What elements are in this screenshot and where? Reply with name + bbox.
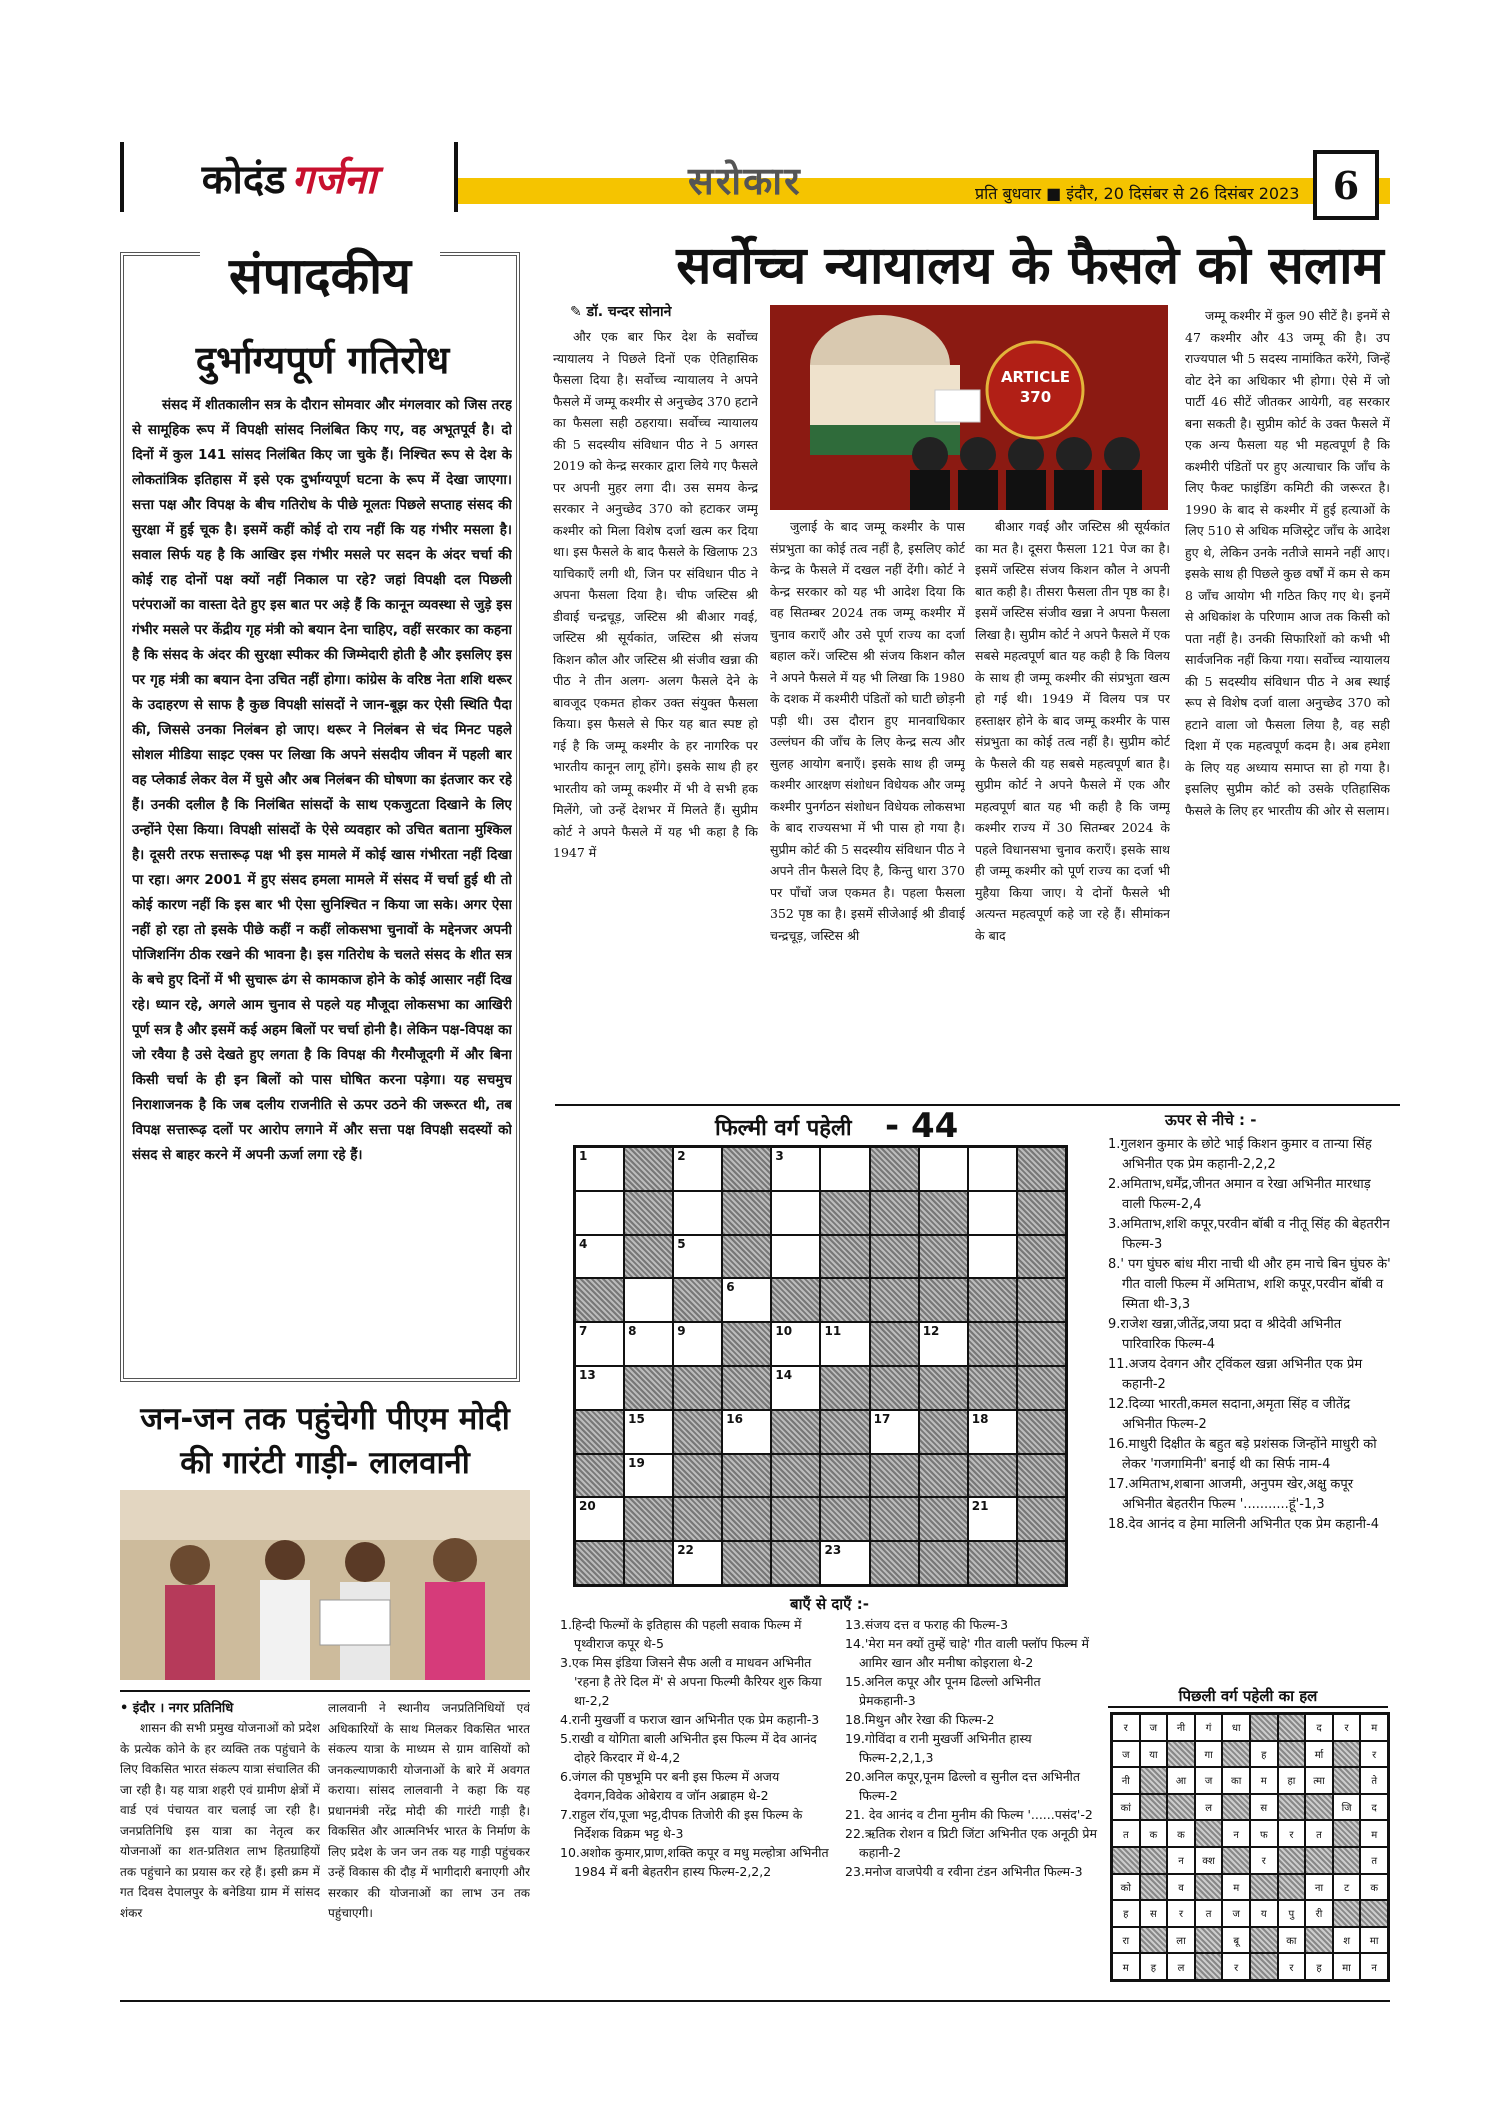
crossword-block (968, 1322, 1017, 1366)
crossword-block (1017, 1235, 1066, 1279)
crossword-cell[interactable] (575, 1322, 624, 1366)
bottom-rule (120, 2000, 1390, 2002)
crossword-block (722, 1322, 771, 1366)
clue-number: 20 (579, 1499, 596, 1514)
solution-cell (1167, 1741, 1195, 1768)
crossword-block (1017, 1147, 1066, 1191)
clue-number: 7 (579, 1324, 588, 1339)
solution-cell: पु (1278, 1900, 1306, 1927)
solution-cell (1140, 1874, 1168, 1901)
crossword-cell[interactable] (673, 1235, 722, 1279)
solution-cell: न (1222, 1820, 1250, 1847)
solution-cell: ज (1195, 1767, 1223, 1794)
event-photo (120, 1490, 530, 1680)
crossword-block (673, 1366, 722, 1410)
clue-number: 13 (579, 1367, 596, 1382)
crossword-block (624, 1147, 673, 1191)
dateline: प्रति बुधवार ■ इंदौर, 20 दिसंबर से 26 दिसंबर 2023 (975, 184, 1300, 203)
solution-cell: गा (1195, 1741, 1223, 1768)
solution-cell (1278, 1741, 1306, 1768)
crossword-cell[interactable] (771, 1322, 820, 1366)
solution-cell: ल (1195, 1794, 1223, 1821)
side-column-1 (120, 1718, 320, 1998)
solution-cell: र (1333, 1714, 1361, 1741)
logo-text-part2: गर्जना (291, 155, 377, 203)
crossword-cell[interactable] (771, 1147, 820, 1191)
clue: 10.अशोक कुमार,प्राण,शक्ति कपूर व मधु मल्होत्रा अभिनीत 1984 में बनी बेहतरीन हास्य फिल्म-2,2,2 (560, 1845, 829, 1879)
crossword-block (722, 1147, 771, 1191)
main-headline: सर्वोच्च न्यायालय के फैसले को सलाम (676, 236, 1384, 296)
editorial-paragraph: संसद में शीतकालीन सत्र के दौरान सोमवार और मंगलवार को जिस तरह से सामूहिक रूप में विपक्षी सांसद निलंबित किए गए, वह अभूतपूर्व है। दो दिनों में कुल 141 सांसद निलंबित किए जा चुके हैं। निश्चित रूप से देश के लोकतांत्रिक इतिहास में इसे एक दुर्भाग्यपूर्ण घटना के रूप में देखा जाएगा। सत्ता पक्ष और विपक्ष के बीच गतिरोध के पीछे मूलतः पिछले सप्ताह संसद की सुरक्षा में हुई चूक है। इसमें कहीं कोई दो राय नहीं कि यह गंभीर मसला है। सवाल सिर्फ यह है कि आखिर इस गंभीर मसले पर सदन के अंदर चर्चा की कोई राह दोनों पक्ष क्यों नहीं निकाल पा रहे? जहां विपक्षी दल पिछली परंपराओं का वास्ता देते हुए इस बात पर अड़े हैं कि कानून व्यवस्था से जुड़े इस गंभीर मसले पर केंद्रीय गृह मंत्री को बयान देना चाहिए, वहीं सरकार का कहना है कि संसद के अंदर की सुरक्षा स्पीकर की जिम्मेदारी होती है और इसलिए इस पर गृह मंत्री का बयान देना उचित नहीं होगा। कांग्रेस के वरिष्ठ नेता शशि थरूर के उदाहरण से साफ है कुछ विपक्षी सांसदों ने जान-बूझ कर ऐसी स्थिति पैदा की, जिससे उनका निलंबन हो जाए। थरूर ने निलंबन से चंद मिनट पहले सोशल मीडिया साइट एक्स पर लिखा कि अपने संसदीय जीवन में पहली बार वह प्लेकार्ड लेकर वेल में घुसे और अब निलंबन की घोषणा का इंतजार कर रहे हैं। उनकी दलील है कि निलंबित सांसदों के साथ एकजुटता दिखाने के लिए उन्होंने ऐसा किया। विपक्षी सांसदों के ऐसे व्यवहार को उचित बताना मुश्किल है। दूसरी तरफ सत्तारूढ़ पक्ष भी इस मामले में कोई खास गंभीरता नहीं दिखा पा रहा। अगर 2001 में हुए संसद हमला मामले में संसद में चर्चा हुई थी तो कोई कारण नहीं कि इस बार भी ऐसा सुनिश्चित न किया जा सके। अगर ऐसा नहीं हो रहा तो इसके पीछे कहीं न कहीं लोकसभा चुनावों के मद्देनजर अपनी पोजिशनिंग ठीक रखने की भावना है। इस गतिरोध के चलते संसद के शीत सत्र के बचे हुए दिनों में भी सुचारू ढंग से कामकाज होने के कोई आसार नहीं दिख रहे। ध्यान रहे, अगले आम चुनाव से पहले यह मौजूदा लोकसभा का आखिरी पूर्ण सत्र है और इसमें कई अहम बिलों पर चर्चा होनी है। लेकिन पक्ष-विपक्ष का जो रवैया है उसे देखते हुए लगता है कि विपक्ष की गैरमौजूदगी में और बिना किसी चर्चा के ही इन बिलों को पास घोषित करना पड़ेगा। यह सचमुच निराशाजनक है कि जब दलीय राजनीति से ऊपर उठने की जरूरत थी, तब विपक्ष सत्तारूढ़ दलों पर आरोप लगाने में और सत्ता पक्ष विपक्षी सदस्यों को संसद से बाहर करने में अपनी ऊर्जा लगा रहे हैं। (132, 397, 512, 1163)
crossword-cell[interactable] (624, 1410, 673, 1454)
crossword-block (870, 1366, 919, 1410)
crossword-block (919, 1366, 968, 1410)
crossword-cell[interactable] (968, 1410, 1017, 1454)
solution-cell (1333, 1767, 1361, 1794)
solution-cell: स (1140, 1900, 1168, 1927)
crossword-block (820, 1410, 869, 1454)
clue: 11.अजय देवगन और ट्विंकल खन्ना अभिनीत एक प्रेम कहानी-2 (1108, 1357, 1363, 1392)
solution-cell (1333, 1900, 1361, 1927)
clue-number: 12 (922, 1324, 940, 1339)
down-clues (1108, 1135, 1393, 1675)
across-clues-col2 (845, 1615, 1100, 2000)
side-headline: जन-जन तक पहुंचेगी पीएम मोदी की गारंटी गाड़ी- लालवानी (140, 1401, 510, 1481)
solution-cell: श (1333, 1927, 1361, 1954)
solution-cell: मा (1333, 1953, 1361, 1980)
clue-number: 22 (677, 1543, 694, 1558)
clue-number: 11 (824, 1324, 842, 1339)
crossword-block (722, 1454, 771, 1498)
clue-number: 14 (775, 1367, 793, 1382)
crossword-block (968, 1541, 1017, 1585)
solution-cell: का (1278, 1927, 1306, 1954)
solution-cell: बू (1222, 1927, 1250, 1954)
clue: 3.एक मिस इंडिया जिसने सैफ अली व माधवन अभिनीत 'रहना है तेरे दिल में' से अपना फिल्मी कैरियर शुरु किया था-2,2 (560, 1655, 822, 1708)
clue: 19.गोविंदा व रानी मुखर्जी अभिनीत हास्य फिल्म-2,2,1,3 (845, 1731, 1032, 1765)
crossword-cell[interactable] (968, 1497, 1017, 1541)
clue: 17.अमिताभ,शबाना आजमी, अनुपम खेर,अक्षु कपूर अभिनीत बेहतरीन फिल्म '...........हूं'-1,3 (1108, 1477, 1354, 1512)
clue: 20.अनिल कपूर,पूनम ढिल्लो व सुनील दत्त अभिनीत फिल्म-2 (845, 1769, 1081, 1803)
crossword-block (624, 1541, 673, 1585)
article-text: बीआर गवई और जस्टिस श्री सूर्यकांत का मत है। दूसरा फैसला 121 पेज का है। इसमें जस्टिस संजय किशन कौल ने अपनी बात कही है। तीसरा फैसला तीन पृष्ठ का है। इसमें जस्टिस संजीव खन्ना ने अपना फैसला लिखा है। सुप्रीम कोर्ट ने अपने फैसले में एक सबसे महत्वपूर्ण बात यह कही है कि विलय के साथ ही जम्मू कश्मीर की संप्रभुता खत्म हो गई थी। 1949 में विलय पत्र पर हस्ताक्षर होने के बाद जम्मू कश्मीर के पास संप्रभुता का कोई तत्व नहीं है। सुप्रीम कोर्ट के फैसले की यह सबसे महत्वपूर्ण बात है। सुप्रीम कोर्ट ने अपने फैसले में एक और महत्वपूर्ण बात यह भी कही है कि जम्मू कश्मीर राज्य में 30 सितम्बर 2024 के पहले विधानसभा चुनाव कराएँ। इसके साथ ही जम्मू कश्मीर को पूर्ण राज्य का दर्जा भी मुहैया किया जाए। ये दोनों फैसले भी अत्यन्त महत्वपूर्ण कहे जा रहे हैं। सीमांकन के बाद (975, 519, 1170, 943)
solution-cell (1140, 1847, 1168, 1874)
crossword-block (820, 1235, 869, 1279)
solution-cell: र (1222, 1953, 1250, 1980)
crossword-block (870, 1191, 919, 1235)
article-column-1 (553, 326, 758, 1096)
crossword-block (820, 1278, 869, 1322)
crossword-block (722, 1497, 771, 1541)
solution-cell (1305, 1794, 1333, 1821)
solution-cell: त (1360, 1847, 1388, 1874)
clue-number: 16 (726, 1411, 743, 1426)
solution-cell: त (1305, 1820, 1333, 1847)
clue-number: 9 (677, 1324, 686, 1339)
clue: 21. देव आनंद व टीना मुनीम की फिल्म '......पसंद'-2 (845, 1807, 1093, 1822)
crossword-cell[interactable] (722, 1278, 771, 1322)
editorial-label: संपादकीय (200, 240, 440, 308)
crossword-block (820, 1191, 869, 1235)
solution-cell: न (1360, 1953, 1388, 1980)
clue-number: 19 (628, 1455, 645, 1470)
solution-cell: को (1112, 1874, 1140, 1901)
solution-cell (1250, 1953, 1278, 1980)
solution-cell: र (1112, 1714, 1140, 1741)
solution-cell: र (1278, 1820, 1306, 1847)
crossword-cell[interactable] (968, 1147, 1017, 1191)
clue: 14.'मेरा मन क्यों तुम्हें चाहे' गीत वाली फ्लॉप फिल्म में आमिर खान और मनीषा कोइराला थे-2 (845, 1636, 1089, 1670)
solution-cell: ज (1140, 1714, 1168, 1741)
solution-cell (1278, 1794, 1306, 1821)
crossword-title: फिल्मी वर्ग पहेली (715, 1116, 852, 1141)
crossword-cell[interactable] (624, 1278, 673, 1322)
clue: 3.अमिताभ,शशि कपूर,परवीन बॉबी व नीतू सिंह की बेहतरीन फिल्म-3 (1108, 1217, 1390, 1252)
crossword-block (919, 1278, 968, 1322)
crossword-grid[interactable] (573, 1145, 1068, 1587)
solution-cell (1112, 1847, 1140, 1874)
clue: 1.गुलशन कुमार के छोटे भाई किशन कुमार व तान्या सिंह अभिनीत एक प्रेम कहानी-2,2,2 (1108, 1137, 1372, 1172)
divider (120, 1690, 530, 1692)
solution-cell (1222, 1741, 1250, 1768)
article-column-4 (1185, 305, 1390, 1096)
crossword-cell[interactable] (673, 1322, 722, 1366)
crossword-block (919, 1497, 968, 1541)
solution-cell (1278, 1874, 1306, 1901)
previous-solution-title: पिछली वर्ग पहेली का हल (1108, 1686, 1388, 1708)
clue: 2.अमिताभ,धर्मेंद्र,जीनत अमान व रेखा अभिनीत मारधाड़ वाली फिल्म-2,4 (1108, 1177, 1371, 1212)
clue: 16.माधुरी दिक्षीत के बहुत बड़े प्रशंसक जिन्होंने माधुरी को लेकर 'गजगामिनी' बनाई थी का सिर्फ नाम-4 (1108, 1437, 1377, 1472)
solution-cell (1278, 1847, 1306, 1874)
crossword-cell[interactable] (624, 1322, 673, 1366)
solution-cell (1278, 1714, 1306, 1741)
clue-number: 17 (873, 1411, 891, 1426)
crossword-block (575, 1410, 624, 1454)
solution-cell (1250, 1714, 1278, 1741)
solution-cell: ज (1112, 1741, 1140, 1768)
solution-cell (1250, 1927, 1278, 1954)
crossword-block (870, 1322, 919, 1366)
crossword-block (624, 1191, 673, 1235)
crossword-block (1017, 1541, 1066, 1585)
article-text: जम्मू कश्मीर में कुल 90 सीटें है। इनमें से 47 कश्मीर और 43 जम्मू की है। उप राज्यपाल भी 5 सदस्य नामांकित करेंगे, जिन्हें वोट देने का अधिकार भी होगा। ऐसे में जो पार्टी 46 सीटें जीतकर आयेगी, वह सरकार बना सकती है। सुप्रीम कोर्ट के उक्त फैसले में एक अन्य फैसला यह भी महत्वपूर्ण है कि कश्मीरी पंडितों पर हुए अत्याचार कि जाँच के लिए फैक्ट फाइंडिंग कमिटी की जरूरत है। 1990 के बाद से कश्मीर में हुई हत्याओं के लिए 510 से अधिक मजिस्ट्रेट जाँच के आदेश हुए थे, लेकिन उनके नतीजे सामने नहीं आए। इसके साथ ही पिछले कुछ वर्षों में कम से कम 8 जाँच आयोग भी गठित किए गए थे। इनमें से अधिकांश के परिणाम आज तक किसी को पता नहीं है। उनकी सिफारिशों को कभी भी सार्वजनिक नहीं किया गया। सर्वोच्च न्यायालय की 5 सदस्यीय संविधान पीठ ने अब स्थाई रूप से विशेष दर्जा वाला अनुच्छेद 370 को हटाने वाला जो फैसला लिया है, वह सही दिशा में एक महत्वपूर्ण कदम है। अब हमेशा के लिए यह अध्याय समाप्त सा हो गया है। इसलिए सुप्रीम कोर्ट को उसके एतिहासिक फैसले के लिए हर भारतीय की ओर से सलाम। (1185, 308, 1390, 818)
crossword-block (820, 1497, 869, 1541)
crossword-block (968, 1454, 1017, 1498)
crossword-block (968, 1366, 1017, 1410)
clue-number: 18 (971, 1411, 989, 1426)
crossword-block (870, 1541, 919, 1585)
crossword-block (673, 1454, 722, 1498)
solution-cell: ट (1333, 1874, 1361, 1901)
solution-cell: स (1250, 1794, 1278, 1821)
crossword-cell[interactable] (919, 1322, 968, 1366)
solution-cell: गं (1195, 1714, 1223, 1741)
clue-number: 23 (824, 1543, 842, 1558)
solution-cell: द (1360, 1794, 1388, 1821)
clue: 8.' पग घुंघरु बांध मीरा नाची थी और हम नाचे बिन घुंघरु के' गीत वाली फिल्म में अमिताभ, शशि कपूर,परवीन बॉबी व स्मिता थी-3,3 (1108, 1257, 1391, 1312)
crossword-block (870, 1497, 919, 1541)
crossword-block (919, 1454, 968, 1498)
solution-cell: ला (1167, 1927, 1195, 1954)
crossword-block (1017, 1191, 1066, 1235)
clue-number: 5 (677, 1236, 686, 1251)
crossword-block (722, 1191, 771, 1235)
crossword-block (575, 1541, 624, 1585)
clue-number: 21 (971, 1499, 989, 1514)
solution-cell (1222, 1794, 1250, 1821)
crossword-cell[interactable] (771, 1366, 820, 1410)
clue: 18.मिथुन और रेखा की फिल्म-2 (845, 1712, 995, 1727)
clue-number: 3 (775, 1149, 784, 1163)
clue: 6.जंगल की पृष्ठभूमि पर बनी इस फिल्म में अजय देवगन,विवेक ओबेराय व जॉन अब्राहम थे-2 (560, 1769, 780, 1803)
clue: 18.देव आनंद व हेमा मालिनी अभिनीत एक प्रेम कहानी-4 (1108, 1517, 1380, 1532)
crossword-cell[interactable] (968, 1235, 1017, 1279)
article-text: और एक बार फिर देश के सर्वोच्च न्यायालय ने पिछले दिनों एक ऐतिहासिक फैसला दिया है। सर्वोच्च न्यायालय ने अपने फैसले में जम्मू कश्मीर से अनुच्छेद 370 हटाने का फैसला सही ठहराया। सर्वोच्च न्यायालय की 5 सदस्यीय संविधान पीठ ने 5 अगस्त 2019 को केन्द्र सरकार द्वारा लिये गए फैसले पर अपनी मुहर लगा दी। उस समय केन्द्र सरकार ने अनुच्छेद 370 को हटाकर जम्मू कश्मीर को मिला विशेष दर्जा खत्म कर दिया था। इस फैसले के बाद फैसले के खिलाफ 23 याचिकाएँ लगी थी, जिन पर संविधान पीठ ने अपना फैसला दिया है। चीफ जस्टिस श्री डीवाई चन्द्रचूड़, जस्टिस श्री बीआर गवई, जस्टिस श्री सूर्यकांत, जस्टिस श्री संजय किशन कौल और जस्टिस श्री संजीव खन्ना की पीठ ने तीन अलग- अलग फैसले देने के बावजूद एकमत होकर उक्त संयुक्त फैसला किया। इस फैसले से फिर यह बात स्पष्ट हो गई है कि जम्मू कश्मीर के हर नागरिक पर भारतीय कानून लागू होंगे। इसके साथ ही हर भारतीय को जम्मू कश्मीर में भी वे सभी हक मिलेंगे, जो उन्हें देशभर में मिलते हैं। सुप्रीम कोर्ट ने अपने फैसले में यह भी कहा है कि 1947 में (553, 329, 758, 860)
crossword-cell[interactable] (624, 1454, 673, 1498)
crossword-block (575, 1454, 624, 1498)
solution-cell: क्श (1195, 1847, 1223, 1874)
crossword-block (870, 1235, 919, 1279)
solution-cell: द (1305, 1714, 1333, 1741)
solution-cell: हा (1278, 1767, 1306, 1794)
solution-cell: र (1167, 1900, 1195, 1927)
crossword-block (624, 1366, 673, 1410)
clue-number: 15 (628, 1411, 645, 1426)
logo-text-part1: कोदंड (201, 156, 286, 203)
crossword-cell[interactable] (919, 1147, 968, 1191)
solution-cell (1305, 1927, 1333, 1954)
clue: 13.संजय दत्त व फराह की फिल्म-3 (845, 1617, 1009, 1632)
crossword-cell[interactable] (575, 1235, 624, 1279)
section-title: सरोकार (688, 158, 802, 203)
crossword-cell[interactable] (575, 1191, 624, 1235)
crossword-block (870, 1454, 919, 1498)
solution-cell (1195, 1874, 1223, 1901)
crossword-cell[interactable] (968, 1191, 1017, 1235)
crossword-block (820, 1366, 869, 1410)
solution-cell: म (1250, 1767, 1278, 1794)
solution-cell (1333, 1741, 1361, 1768)
crossword-block (968, 1278, 1017, 1322)
solution-cell: आ (1167, 1767, 1195, 1794)
page-number: 6 (1313, 150, 1379, 220)
solution-cell: ल (1167, 1953, 1195, 1980)
crossword-block (1017, 1410, 1066, 1454)
crossword-block (624, 1497, 673, 1541)
article-column-3 (975, 516, 1170, 1096)
crossword-block (771, 1278, 820, 1322)
article-column-2 (770, 516, 965, 1096)
solution-cell: ह (1305, 1953, 1333, 1980)
clue-number: 8 (628, 1324, 637, 1339)
solution-cell: क (1140, 1820, 1168, 1847)
masthead-logo (120, 142, 458, 212)
solution-cell: क (1167, 1820, 1195, 1847)
solution-cell: र (1360, 1741, 1388, 1768)
solution-cell: फ (1250, 1820, 1278, 1847)
crossword-block (771, 1541, 820, 1585)
clue-number: 2 (677, 1149, 686, 1163)
crossword-block (722, 1235, 771, 1279)
crossword-cell[interactable] (575, 1147, 624, 1191)
clue: 12.दिव्या भारती,कमल सदाना,अमृता सिंह व जीतेंद्र अभिनीत फिल्म-2 (1108, 1397, 1351, 1432)
crossword-block (1017, 1454, 1066, 1498)
down-clues-title: ऊपर से नीचे : - (1165, 1111, 1257, 1129)
solution-cell: म (1222, 1874, 1250, 1901)
solution-cell: मा (1360, 1927, 1388, 1954)
court-illustration (770, 305, 1168, 510)
crossword-cell[interactable] (673, 1191, 722, 1235)
crossword-cell[interactable] (820, 1322, 869, 1366)
event-photo-illustration (120, 1490, 530, 1680)
solution-cell: क (1360, 1874, 1388, 1901)
crossword-block (771, 1454, 820, 1498)
solution-cell: र (1250, 1847, 1278, 1874)
solution-cell: नी (1112, 1767, 1140, 1794)
image-caption: ARTICLE 370 (1000, 368, 1071, 406)
solution-cell (1360, 1900, 1388, 1927)
crossword-block (820, 1454, 869, 1498)
solution-cell (1140, 1794, 1168, 1821)
side-text: शासन की सभी प्रमुख योजनाओं को प्रदेश के प्रत्येक कोने के हर व्यक्ति तक पहुंचाने के लिए विकसित भारत संकल्प यात्रा संचालित की जा रही है। यह यात्रा शहरी एवं ग्रामीण क्षेत्रों में वार्ड एवं पंचायत वार चलाई जा रही है। जनप्रतिनिधि इस यात्रा का नेतृत्व कर योजनाओं का शत-प्रतिशत लाभ हितग्राहियों तक पहुंचाने का प्रयास कर रहे हैं। इसी क्रम में गत दिवस देपालपुर के बनेडिया ग्राम में सांसद शंकर (120, 1721, 320, 1920)
crossword-block (1017, 1366, 1066, 1410)
crossword-cell[interactable] (820, 1541, 869, 1585)
solution-cell (1250, 1874, 1278, 1901)
crossword-block (673, 1278, 722, 1322)
crossword-block (673, 1410, 722, 1454)
solution-cell (1167, 1794, 1195, 1821)
solution-cell: य (1250, 1900, 1278, 1927)
solution-cell (1305, 1847, 1333, 1874)
clue-number: 1 (579, 1149, 588, 1163)
solution-cell (1195, 1953, 1223, 1980)
solution-cell: कां (1112, 1794, 1140, 1821)
solution-cell (1333, 1820, 1361, 1847)
solution-cell: म (1360, 1820, 1388, 1847)
clue: 1.हिन्दी फिल्मों के इतिहास की पहली सवाक फिल्म में पृथ्वीराज कपूर थे-5 (560, 1617, 802, 1651)
crossword-cell[interactable] (722, 1410, 771, 1454)
solution-cell (1195, 1927, 1223, 1954)
solution-cell: त (1112, 1820, 1140, 1847)
solution-cell: ज (1222, 1900, 1250, 1927)
solution-cell: म (1112, 1953, 1140, 1980)
crossword-number: - 44 (885, 1106, 959, 1146)
crossword-block (1017, 1278, 1066, 1322)
crossword-cell[interactable] (673, 1147, 722, 1191)
clue-number: 10 (775, 1324, 793, 1339)
crossword-cell[interactable] (820, 1147, 869, 1191)
clue: 4.रानी मुखर्जी व फराज खान अभिनीत एक प्रेम कहानी-3 (560, 1712, 820, 1727)
solution-cell: रा (1112, 1927, 1140, 1954)
solution-cell: ह (1112, 1900, 1140, 1927)
main-byline: ✎ डॉ. चन्दर सोनाने (570, 304, 672, 320)
solution-cell: म (1360, 1714, 1388, 1741)
solution-cell (1140, 1927, 1168, 1954)
crossword-block (722, 1541, 771, 1585)
crossword-cell[interactable] (870, 1410, 919, 1454)
crossword-block (919, 1235, 968, 1279)
solution-cell: न (1167, 1847, 1195, 1874)
crossword-cell[interactable] (575, 1366, 624, 1410)
editorial-body (132, 393, 512, 1368)
crossword-block (673, 1497, 722, 1541)
crossword-cell[interactable] (771, 1191, 820, 1235)
solution-cell: र (1278, 1953, 1306, 1980)
side-text: लालवानी ने स्थानीय जनप्रतिनिधियों एवं अधिकारियों के साथ मिलकर विकसित भारत संकल्प यात्रा के माध्यम से ग्राम वासियों को जनकल्याणकारी योजनाओं के बारे में अवगत कराया। सांसद लालवानी ने कहा कि यह प्रधानमंत्री नरेंद्र मोदी की गारंटी गाड़ी है। विकसित और आत्मनिर्भर भारत के निर्माण के लिए प्रदेश के जन जन तक यह गाड़ी पहुंचकर उन्हें विकास की दौड़ में भागीदारी बनाएगी और सरकार की योजनाओं का लाभ उन तक पहुंचाएगी। (328, 1701, 530, 1920)
crossword-block (771, 1410, 820, 1454)
crossword-block (771, 1497, 820, 1541)
clue: 15.अनिल कपूर और पूनम ढिल्लो अभिनीत प्रेमकहानी-3 (845, 1674, 1041, 1708)
clue: 23.मनोज वाजपेयी व रवीना टंडन अभिनीत फिल्म-3 (845, 1864, 1083, 1879)
solution-cell: व (1167, 1874, 1195, 1901)
solution-cell: नी (1167, 1714, 1195, 1741)
divider (555, 1104, 1400, 1106)
clue: 7.राहुल रॉय,पूजा भट्ट,दीपक तिजोरी की इस फिल्म के निर्देशक विक्रम भट्ट थे-3 (560, 1807, 803, 1841)
side-byline: • इंदौर । नगर प्रतिनिधि (120, 1701, 234, 1716)
crossword-cell[interactable] (673, 1541, 722, 1585)
clue: 9.राजेश खन्ना,जीतेंद्र,जया प्रदा व श्रीदेवी अभिनीत पारिवारिक फिल्म-4 (1108, 1317, 1342, 1352)
clue-number: 6 (726, 1280, 735, 1295)
solution-cell: या (1140, 1741, 1168, 1768)
editorial-headline: दुर्भाग्यपूर्ण गतिरोध (195, 338, 450, 382)
supreme-court-image (770, 305, 1168, 510)
crossword-block (919, 1410, 968, 1454)
clue: 22.ऋतिक रोशन व प्रिटी जिंटा अभिनीत एक अनूठी प्रेम कहानी-2 (845, 1826, 1097, 1860)
solution-cell: री (1305, 1900, 1333, 1927)
crossword-block (575, 1278, 624, 1322)
crossword-block (722, 1366, 771, 1410)
solution-cell: ह (1250, 1741, 1278, 1768)
across-clues-col1 (560, 1615, 835, 2000)
crossword-cell[interactable] (771, 1235, 820, 1279)
crossword-block (1017, 1322, 1066, 1366)
crossword-cell[interactable] (575, 1497, 624, 1541)
solution-cell: र्मा (1305, 1741, 1333, 1768)
solution-cell: त्मा (1305, 1767, 1333, 1794)
solution-cell: ह (1140, 1953, 1168, 1980)
solution-cell: त (1195, 1900, 1223, 1927)
solution-cell (1195, 1820, 1223, 1847)
crossword-block (870, 1278, 919, 1322)
previous-solution-grid (1110, 1712, 1390, 1982)
crossword-block (624, 1235, 673, 1279)
crossword-block (919, 1191, 968, 1235)
solution-cell: ते (1360, 1767, 1388, 1794)
solution-cell: ना (1305, 1874, 1333, 1901)
clue: 5.राखी व योगिता बाली अभिनीत इस फिल्म में देव आनंद दोहरे किरदार में थे-4,2 (560, 1731, 817, 1765)
clue-number: 4 (579, 1236, 588, 1251)
crossword-block (870, 1147, 919, 1191)
solution-cell: जि (1333, 1794, 1361, 1821)
solution-cell: का (1222, 1767, 1250, 1794)
solution-cell: धा (1222, 1714, 1250, 1741)
article-text: जुलाई के बाद जम्मू कश्मीर के पास संप्रभुता का कोई तत्व नहीं है, इसलिए कोर्ट केन्द्र के फैसले में दखल नहीं देंगी। कोर्ट ने केन्द्र सरकार को यह भी आदेश दिया कि वह सितम्बर 2024 तक जम्मू कश्मीर में चुनाव कराएँ और उसे पूर्ण राज्य का दर्जा बहाल करें। जस्टिस श्री संजय किशन कौल ने अपने फैसले में यह भी लिखा कि 1980 के दशक में कश्मीरी पंडितों को घाटी छोड़नी पड़ी थी। उस दौरान हुए मानवाधिकार उल्लंघन की जाँच के लिए केन्द्र सत्य और सुलह आयोग बनाएँ। इसके साथ ही जम्मू कश्मीर आरक्षण संशोधन विधेयक और जम्मू कश्मीर पुनर्गठन संशोधन विधेयक लोकसभा के बाद राज्यसभा में भी पास हो गया है। सुप्रीम कोर्ट की 5 सदस्यीय संविधान पीठ ने अपने तीन फैसले दिए है, किन्तु धारा 370 पर पाँचों जज एकमत है। पहला फैसला 352 पृष्ठ का है। इसमें सीजेआई श्री डीवाई चन्द्रचूड़, जस्टिस श्री (770, 519, 965, 943)
solution-cell (1333, 1847, 1361, 1874)
crossword-block (1017, 1497, 1066, 1541)
solution-cell (1222, 1847, 1250, 1874)
across-clues-title: बाएँ से दाएँ :- (790, 1595, 869, 1613)
solution-cell (1140, 1767, 1168, 1794)
side-column-2 (328, 1698, 530, 1998)
crossword-block (919, 1541, 968, 1585)
